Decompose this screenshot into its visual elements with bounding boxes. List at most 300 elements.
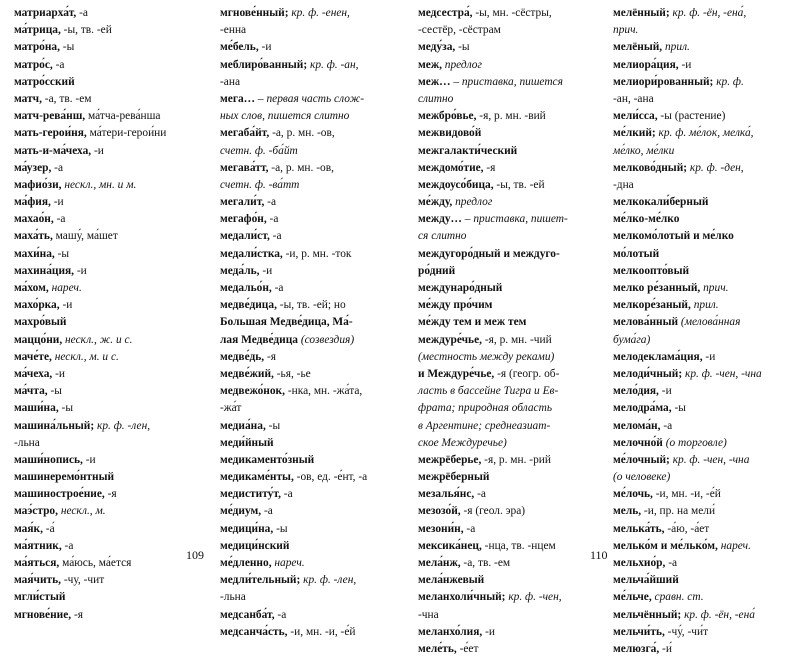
entry-remark: -а́ю, -а́ет bbox=[664, 522, 710, 535]
entry-remark: сравн. ст. bbox=[651, 591, 704, 604]
entry-remark: кр. ф. -чен, bbox=[505, 591, 562, 604]
entry-remark: -я bbox=[264, 350, 277, 363]
entry-remark: -и bbox=[82, 453, 96, 466]
entry-remark: ма́юсь, ма́ется bbox=[59, 557, 132, 569]
entry-remark: кр. ф. -лен, bbox=[94, 419, 151, 432]
dictionary-entry-line bbox=[220, 280, 395, 297]
entry-remark: -е́ет bbox=[456, 642, 479, 655]
dictionary-entry-line bbox=[613, 624, 793, 641]
headword: мега… bbox=[220, 92, 256, 105]
dictionary-entry-line bbox=[418, 143, 596, 160]
entry-remark: кр. ф. -чен, -чна bbox=[682, 367, 762, 380]
dictionary-entry-line bbox=[220, 177, 395, 194]
entry-remark: -и bbox=[74, 264, 87, 277]
headword: ме́лочный; bbox=[613, 453, 670, 466]
entry-remark: кр. ф. -лен, bbox=[300, 574, 357, 587]
entry-remark: -а bbox=[271, 282, 284, 294]
dictionary-entry-line bbox=[613, 607, 793, 624]
headword: междунаро́дный bbox=[418, 282, 503, 294]
entry-remark: -енна bbox=[220, 24, 247, 37]
entry-remark: -а bbox=[261, 505, 273, 518]
headword: Большая Медве́дица, Ма́- bbox=[220, 316, 353, 329]
dictionary-entry-line bbox=[220, 366, 395, 383]
dictionary-entry-line bbox=[418, 521, 596, 538]
dictionary-entry-line bbox=[220, 5, 395, 22]
entry-remark: -нца, тв. -нцем bbox=[481, 539, 556, 552]
dictionary-entry-line bbox=[220, 383, 395, 400]
dictionary-entry-line bbox=[14, 332, 204, 349]
headword: ма́чеха, bbox=[14, 367, 53, 380]
headword: мая́к, bbox=[14, 522, 43, 535]
headword: машинеремо́нтный bbox=[14, 471, 115, 484]
dictionary-entry-line bbox=[220, 297, 395, 314]
dictionary-entry-line bbox=[14, 143, 204, 160]
headword: медли́тельный; bbox=[220, 574, 301, 587]
dictionary-entry-line bbox=[14, 521, 204, 538]
headword: и Междуре́чье, bbox=[418, 367, 495, 380]
entry-remark: ское Междуречье) bbox=[418, 436, 507, 449]
entry-remark: фрата; природная область bbox=[418, 402, 553, 415]
dictionary-entry-line bbox=[418, 194, 596, 211]
dictionary-entry-line bbox=[613, 400, 793, 417]
entries-column-3 bbox=[418, 5, 596, 658]
dictionary-entry-line bbox=[418, 418, 596, 435]
entry-remark: слитно bbox=[418, 92, 454, 105]
headword: машина́льный; bbox=[14, 419, 95, 432]
entry-remark: счетн. ф. -ба́йт bbox=[220, 144, 298, 157]
page-number-left: 109 bbox=[186, 548, 204, 562]
headword: маццо́ни, bbox=[14, 333, 63, 346]
dictionary-entry-line bbox=[14, 108, 204, 125]
headword: мгли́стый bbox=[14, 591, 66, 604]
dictionary-entry-line bbox=[613, 452, 793, 469]
dictionary-entry-line bbox=[418, 332, 596, 349]
entry-remark: ме́лко, ме́лки bbox=[613, 144, 675, 157]
dictionary-entry-line bbox=[14, 572, 204, 589]
entry-remark: -нка, мн. -жа́та, bbox=[284, 385, 363, 398]
entry-remark: – приставка, пишет- bbox=[461, 213, 568, 226]
headword: мелкомо́лотый и ме́лко bbox=[613, 230, 734, 243]
entry-remark: -жа́т bbox=[220, 402, 242, 415]
entry-remark: -дна bbox=[613, 178, 634, 191]
headword: ма́узер, bbox=[14, 161, 52, 174]
entry-remark: -ы, тв. -ей bbox=[60, 24, 112, 37]
entry-remark: -а, тв. -ем bbox=[460, 557, 511, 569]
dictionary-entry-line bbox=[14, 246, 204, 263]
dictionary-entry-line bbox=[418, 366, 596, 383]
dictionary-entry-line bbox=[613, 125, 793, 142]
headword: мегаба́йт, bbox=[220, 127, 270, 140]
dictionary-entry-line bbox=[418, 263, 596, 280]
dictionary-entry-line bbox=[220, 521, 395, 538]
entry-remark: -а bbox=[474, 488, 486, 501]
dictionary-entry-line bbox=[14, 435, 204, 452]
headword: матро́сский bbox=[14, 75, 75, 88]
dictionary-entry-line bbox=[220, 469, 395, 486]
dictionary-entry-line bbox=[418, 641, 596, 658]
dictionary-entry-line bbox=[418, 228, 596, 245]
entry-remark: кр. ф. -ан, bbox=[307, 58, 359, 71]
entries-column-2 bbox=[220, 5, 395, 641]
dictionary-entry-line bbox=[613, 246, 793, 263]
dictionary-entry-line bbox=[613, 418, 793, 435]
headword: махао́н, bbox=[14, 213, 54, 226]
entry-remark: -а bbox=[463, 522, 476, 535]
headword: маэ́стро, bbox=[14, 505, 58, 518]
entry-remark: -и, мн. -и, -е́й bbox=[287, 625, 356, 638]
dictionary-entry-line bbox=[220, 246, 395, 263]
entry-remark: -ы bbox=[59, 41, 75, 54]
dictionary-entry-line bbox=[418, 91, 596, 108]
headword: мегава́тт, bbox=[220, 161, 269, 174]
headword: матч-рева́нш, bbox=[14, 110, 86, 123]
dictionary-entry-line bbox=[220, 314, 395, 331]
entry-remark: -а bbox=[51, 161, 64, 174]
dictionary-entry-line bbox=[14, 538, 204, 555]
headword: межбро́вье, bbox=[418, 110, 477, 123]
headword: ме́диум, bbox=[220, 505, 262, 518]
dictionary-entry-line bbox=[613, 194, 793, 211]
entry-remark: -я, р. мн. -чий bbox=[482, 333, 552, 346]
headword: мелодра́ма, bbox=[613, 402, 672, 415]
headword: ма́трица, bbox=[14, 24, 61, 37]
headword: меж, bbox=[418, 58, 442, 71]
headword: межвидово́й bbox=[418, 127, 482, 140]
entry-remark: прил. bbox=[662, 41, 690, 54]
headword: ма́яться, bbox=[14, 557, 60, 569]
dictionary-entry-line bbox=[14, 160, 204, 177]
entry-remark: -а bbox=[266, 213, 279, 226]
dictionary-entry-line bbox=[220, 503, 395, 520]
entry-remark: прил. bbox=[690, 299, 719, 312]
dictionary-entry-line bbox=[418, 125, 596, 142]
entry-remark: -а bbox=[660, 419, 673, 432]
dictionary-entry-line bbox=[418, 624, 596, 641]
dictionary-entry-line bbox=[613, 143, 793, 160]
headword: медве́дица, bbox=[220, 299, 277, 312]
dictionary-entry-line bbox=[14, 589, 204, 606]
headword: медикаменто́зный bbox=[220, 453, 315, 466]
dictionary-entry-line bbox=[613, 160, 793, 177]
dictionary-entry-line bbox=[220, 108, 395, 125]
headword: мелюзга́, bbox=[613, 642, 660, 655]
dictionary-entry-line bbox=[220, 22, 395, 39]
headword: мо́лотый bbox=[613, 247, 660, 260]
dictionary-entry-line bbox=[418, 452, 596, 469]
headword: мело́дия, bbox=[613, 385, 659, 398]
headword: ма́хом, bbox=[14, 282, 49, 294]
dictionary-entry-line bbox=[613, 228, 793, 245]
entry-remark: нареч. bbox=[271, 557, 305, 569]
entry-remark: ма́тча-рева́нша bbox=[85, 110, 161, 123]
headword: ро́дний bbox=[418, 264, 456, 277]
dictionary-entry-line bbox=[14, 194, 204, 211]
dictionary-entry-line bbox=[220, 39, 395, 56]
entry-remark: -ы bbox=[265, 419, 281, 432]
headword: ме́лочь, bbox=[613, 488, 653, 501]
headword: мели́сса, bbox=[613, 110, 658, 123]
headword: мелодеклама́ция, bbox=[613, 350, 703, 363]
headword: ме́жду тем и меж тем bbox=[418, 316, 527, 329]
headword: меланхо́лия, bbox=[418, 625, 483, 638]
entry-remark: -ья, -ье bbox=[273, 367, 311, 380]
headword: междуре́чье, bbox=[418, 333, 482, 346]
dictionary-entry-line bbox=[220, 228, 395, 245]
entry-remark: -и bbox=[702, 350, 716, 363]
entry-remark: -а́ bbox=[42, 522, 55, 535]
dictionary-entry-line bbox=[14, 400, 204, 417]
headword: мель, bbox=[613, 505, 642, 518]
entry-remark: -я, р. мн. -вий bbox=[476, 110, 546, 123]
dictionary-entry-line bbox=[418, 280, 596, 297]
entry-remark: кр. ф. -чен, -чна bbox=[669, 453, 750, 466]
dictionary-entry-line bbox=[418, 503, 596, 520]
dictionary-entry-line bbox=[14, 366, 204, 383]
dictionary-entry-line bbox=[220, 435, 395, 452]
dictionary-entry-line bbox=[14, 280, 204, 297]
dictionary-entry-line bbox=[613, 486, 793, 503]
headword: мать-герои́ня, bbox=[14, 127, 87, 140]
entry-remark: -и bbox=[59, 299, 73, 312]
headword: мафио́зи, bbox=[14, 178, 62, 191]
entry-remark: -а bbox=[52, 58, 65, 71]
dictionary-entry-line bbox=[14, 177, 204, 194]
entry-remark: -я (геогр. об- bbox=[494, 367, 560, 380]
entry-remark: -ы, мн. -сёстры, bbox=[472, 7, 552, 19]
dictionary-entry-line bbox=[14, 74, 204, 91]
headword: медици́на, bbox=[220, 522, 274, 535]
dictionary-entry-line bbox=[220, 418, 395, 435]
headword: мегафо́н, bbox=[220, 213, 267, 226]
entry-remark: (мелова́нная bbox=[678, 316, 741, 329]
entry-remark: -и bbox=[258, 41, 272, 54]
headword: ма́чта, bbox=[14, 385, 48, 398]
entry-remark: -ан, -ана bbox=[613, 92, 654, 105]
entry-remark: кр. ф. ме́лок, мелка́, bbox=[655, 127, 754, 140]
headword: ме́дленно, bbox=[220, 557, 272, 569]
headword: мельчи́ть, bbox=[613, 625, 665, 638]
headword: матро́на, bbox=[14, 41, 60, 54]
dictionary-entry-line bbox=[14, 39, 204, 56]
dictionary-entry-line bbox=[14, 22, 204, 39]
entry-remark: кр. ф. -ден, bbox=[687, 161, 744, 174]
dictionary-entry-line bbox=[220, 486, 395, 503]
headword: меланхоли́чный; bbox=[418, 591, 506, 604]
entry-remark: -льна bbox=[220, 591, 246, 604]
headword: мелко ре́занный, bbox=[613, 282, 701, 294]
headword: междомо́тие, bbox=[418, 161, 484, 174]
dictionary-entry-line bbox=[14, 297, 204, 314]
headword: медве́дь, bbox=[220, 350, 265, 363]
entry-remark: -и bbox=[50, 196, 64, 209]
headword: мезозо́й, bbox=[418, 505, 461, 518]
headword: махина́ция, bbox=[14, 264, 75, 277]
headword: мелкокали́берный bbox=[613, 196, 709, 209]
entry-remark: -а, р. мн. -ов, bbox=[268, 161, 334, 174]
dictionary-entry-line bbox=[14, 5, 204, 22]
headword: мексика́нец, bbox=[418, 539, 482, 552]
right-page bbox=[398, 0, 796, 655]
headword: ме́лко-ме́лко bbox=[613, 213, 680, 226]
headword: машинострое́ние, bbox=[14, 488, 105, 501]
headword: медсестра́, bbox=[418, 7, 473, 19]
dictionary-entry-line bbox=[418, 160, 596, 177]
entry-remark: -а bbox=[280, 488, 293, 501]
headword: мать-и-ма́чеха, bbox=[14, 144, 92, 157]
headword: мелкоре́заный, bbox=[613, 299, 691, 312]
dictionary-entry-line bbox=[613, 641, 793, 658]
headword: мелёный, bbox=[613, 41, 663, 54]
entry-remark: -ы bbox=[54, 247, 70, 260]
dictionary-entry-line bbox=[220, 555, 395, 572]
headword: мелова́нный bbox=[613, 316, 679, 329]
dictionary-entry-line bbox=[613, 211, 793, 228]
dictionary-entry-line bbox=[613, 39, 793, 56]
headword: медсанча́сть, bbox=[220, 625, 288, 638]
entry-remark: нареч. bbox=[48, 282, 82, 294]
headword: мелиори́рованный; bbox=[613, 75, 714, 88]
headword: междоусо́бица, bbox=[418, 178, 494, 191]
dictionary-entry-line bbox=[613, 177, 793, 194]
dictionary-entry-line bbox=[613, 332, 793, 349]
dictionary-entry-line bbox=[220, 349, 395, 366]
headword: междугоро́дный и междуго- bbox=[418, 247, 560, 260]
dictionary-entry-line bbox=[220, 607, 395, 624]
headword: медиа́на, bbox=[220, 419, 266, 432]
entry-remark: -и bbox=[52, 367, 66, 380]
dictionary-entry-line bbox=[14, 452, 204, 469]
entry-remark: (местность между реками) bbox=[418, 350, 555, 363]
headword: медиститу́т, bbox=[220, 488, 281, 501]
entry-remark: кр. ф. -енен, bbox=[288, 7, 350, 19]
dictionary-entry-line bbox=[613, 22, 793, 39]
headword: медикаме́нты, bbox=[220, 471, 294, 484]
entry-remark: нескл., мн. и м. bbox=[61, 178, 137, 191]
headword: медвежо́нок, bbox=[220, 385, 285, 398]
headword: ме́льче, bbox=[613, 591, 652, 604]
headword: мельхио́р, bbox=[613, 557, 666, 569]
dictionary-entry-line bbox=[220, 624, 395, 641]
dictionary-entry-line bbox=[418, 383, 596, 400]
dictionary-entry-line bbox=[14, 607, 204, 624]
dictionary-entry-line bbox=[613, 503, 793, 520]
entry-remark: (о торговле) bbox=[662, 436, 727, 449]
headword: ма́ятник, bbox=[14, 539, 62, 552]
dictionary-entry-line bbox=[220, 143, 395, 160]
entry-remark: -чу́, -чи́т bbox=[664, 625, 709, 638]
dictionary-entry-line bbox=[418, 57, 596, 74]
dictionary-entry-line bbox=[14, 469, 204, 486]
dictionary-entry-line bbox=[418, 435, 596, 452]
entry-remark: -и bbox=[259, 264, 273, 277]
entry-remark: -и bbox=[482, 625, 495, 638]
dictionary-entry-line bbox=[418, 538, 596, 555]
dictionary-entry-line bbox=[418, 589, 596, 606]
entry-remark: -а, тв. -ем bbox=[41, 92, 92, 105]
entries-column-1 bbox=[14, 5, 204, 624]
headword: ма́фия, bbox=[14, 196, 51, 209]
dictionary-entry-line bbox=[418, 486, 596, 503]
entry-remark: нескл., м. bbox=[57, 505, 106, 518]
headword: меду́за, bbox=[418, 41, 456, 54]
dictionary-entry-line bbox=[613, 314, 793, 331]
entry-remark: – приставка, пишется bbox=[450, 75, 563, 88]
headword: матро́с, bbox=[14, 58, 53, 71]
entry-remark: бума́га) bbox=[613, 333, 651, 346]
dictionary-entry-line bbox=[418, 211, 596, 228]
entry-remark: прич. bbox=[613, 24, 639, 37]
dictionary-entry-line bbox=[220, 91, 395, 108]
entry-remark: -и, р. мн. -ток bbox=[282, 247, 352, 260]
entry-remark: нареч. bbox=[717, 539, 751, 552]
entry-remark: (о человеке) bbox=[613, 471, 671, 484]
entry-remark: – первая часть слож- bbox=[255, 92, 365, 105]
dictionary-entry-line bbox=[14, 555, 204, 572]
dictionary-entry-line bbox=[418, 572, 596, 589]
dictionary-entry-line bbox=[14, 91, 204, 108]
headword: меди́йный bbox=[220, 436, 274, 449]
dictionary-entry-line bbox=[418, 108, 596, 125]
headword: махро́вый bbox=[14, 316, 67, 329]
entry-remark: ласть в бассейне Тигра и Ев- bbox=[418, 385, 559, 398]
dictionary-entry-line bbox=[418, 314, 596, 331]
dictionary-entry-line bbox=[220, 332, 395, 349]
headword: маши́нопись, bbox=[14, 453, 83, 466]
headword: медве́жий, bbox=[220, 367, 274, 380]
dictionary-entry-line bbox=[220, 125, 395, 142]
entry-remark: -и bbox=[91, 144, 104, 157]
dictionary-entry-line bbox=[613, 366, 793, 383]
entry-remark: нескл., м. и с. bbox=[51, 350, 119, 363]
entry-remark: прич. bbox=[700, 282, 729, 294]
dictionary-entry-line bbox=[418, 5, 596, 22]
dictionary-entry-line bbox=[613, 383, 793, 400]
entries-column-4 bbox=[613, 5, 793, 658]
dictionary-entry-line bbox=[14, 57, 204, 74]
headword: мелоди́чный; bbox=[613, 367, 683, 380]
entry-remark: -чу, -чит bbox=[61, 574, 105, 587]
headword: медици́нский bbox=[220, 539, 290, 552]
headword: махи́на, bbox=[14, 247, 55, 260]
headword: ме́жду, bbox=[418, 196, 453, 209]
headword: маха́ть, bbox=[14, 230, 53, 243]
entry-remark: -ы bbox=[455, 41, 470, 54]
entry-remark: -ы bbox=[47, 385, 62, 398]
dictionary-entry-line bbox=[220, 452, 395, 469]
entry-remark: предлог bbox=[452, 196, 493, 209]
headword: матриарха́т, bbox=[14, 7, 77, 19]
headword: медали́ст, bbox=[220, 230, 270, 243]
dictionary-entry-line bbox=[14, 418, 204, 435]
entry-remark: -и bbox=[658, 385, 672, 398]
entry-remark: -ы, тв. -ей; но bbox=[276, 299, 346, 312]
entry-remark: кр. ф. bbox=[713, 75, 744, 88]
entry-remark: -сестёр, -сёстрам bbox=[418, 24, 501, 37]
dictionary-entry-line bbox=[418, 39, 596, 56]
dictionary-entry-line bbox=[613, 5, 793, 22]
entry-remark: предлог bbox=[441, 58, 482, 71]
dictionary-entry-line bbox=[418, 349, 596, 366]
headword: мелько́м и ме́лько́м, bbox=[613, 539, 718, 552]
dictionary-entry-line bbox=[14, 314, 204, 331]
headword: меж… bbox=[418, 75, 451, 88]
headword: мелённый; bbox=[613, 7, 670, 19]
headword: мела́нж, bbox=[418, 557, 461, 569]
dictionary-entry-line bbox=[14, 383, 204, 400]
headword: мельчённый; bbox=[613, 608, 682, 621]
headword: мелька́ть, bbox=[613, 522, 665, 535]
dictionary-entry-line bbox=[220, 572, 395, 589]
